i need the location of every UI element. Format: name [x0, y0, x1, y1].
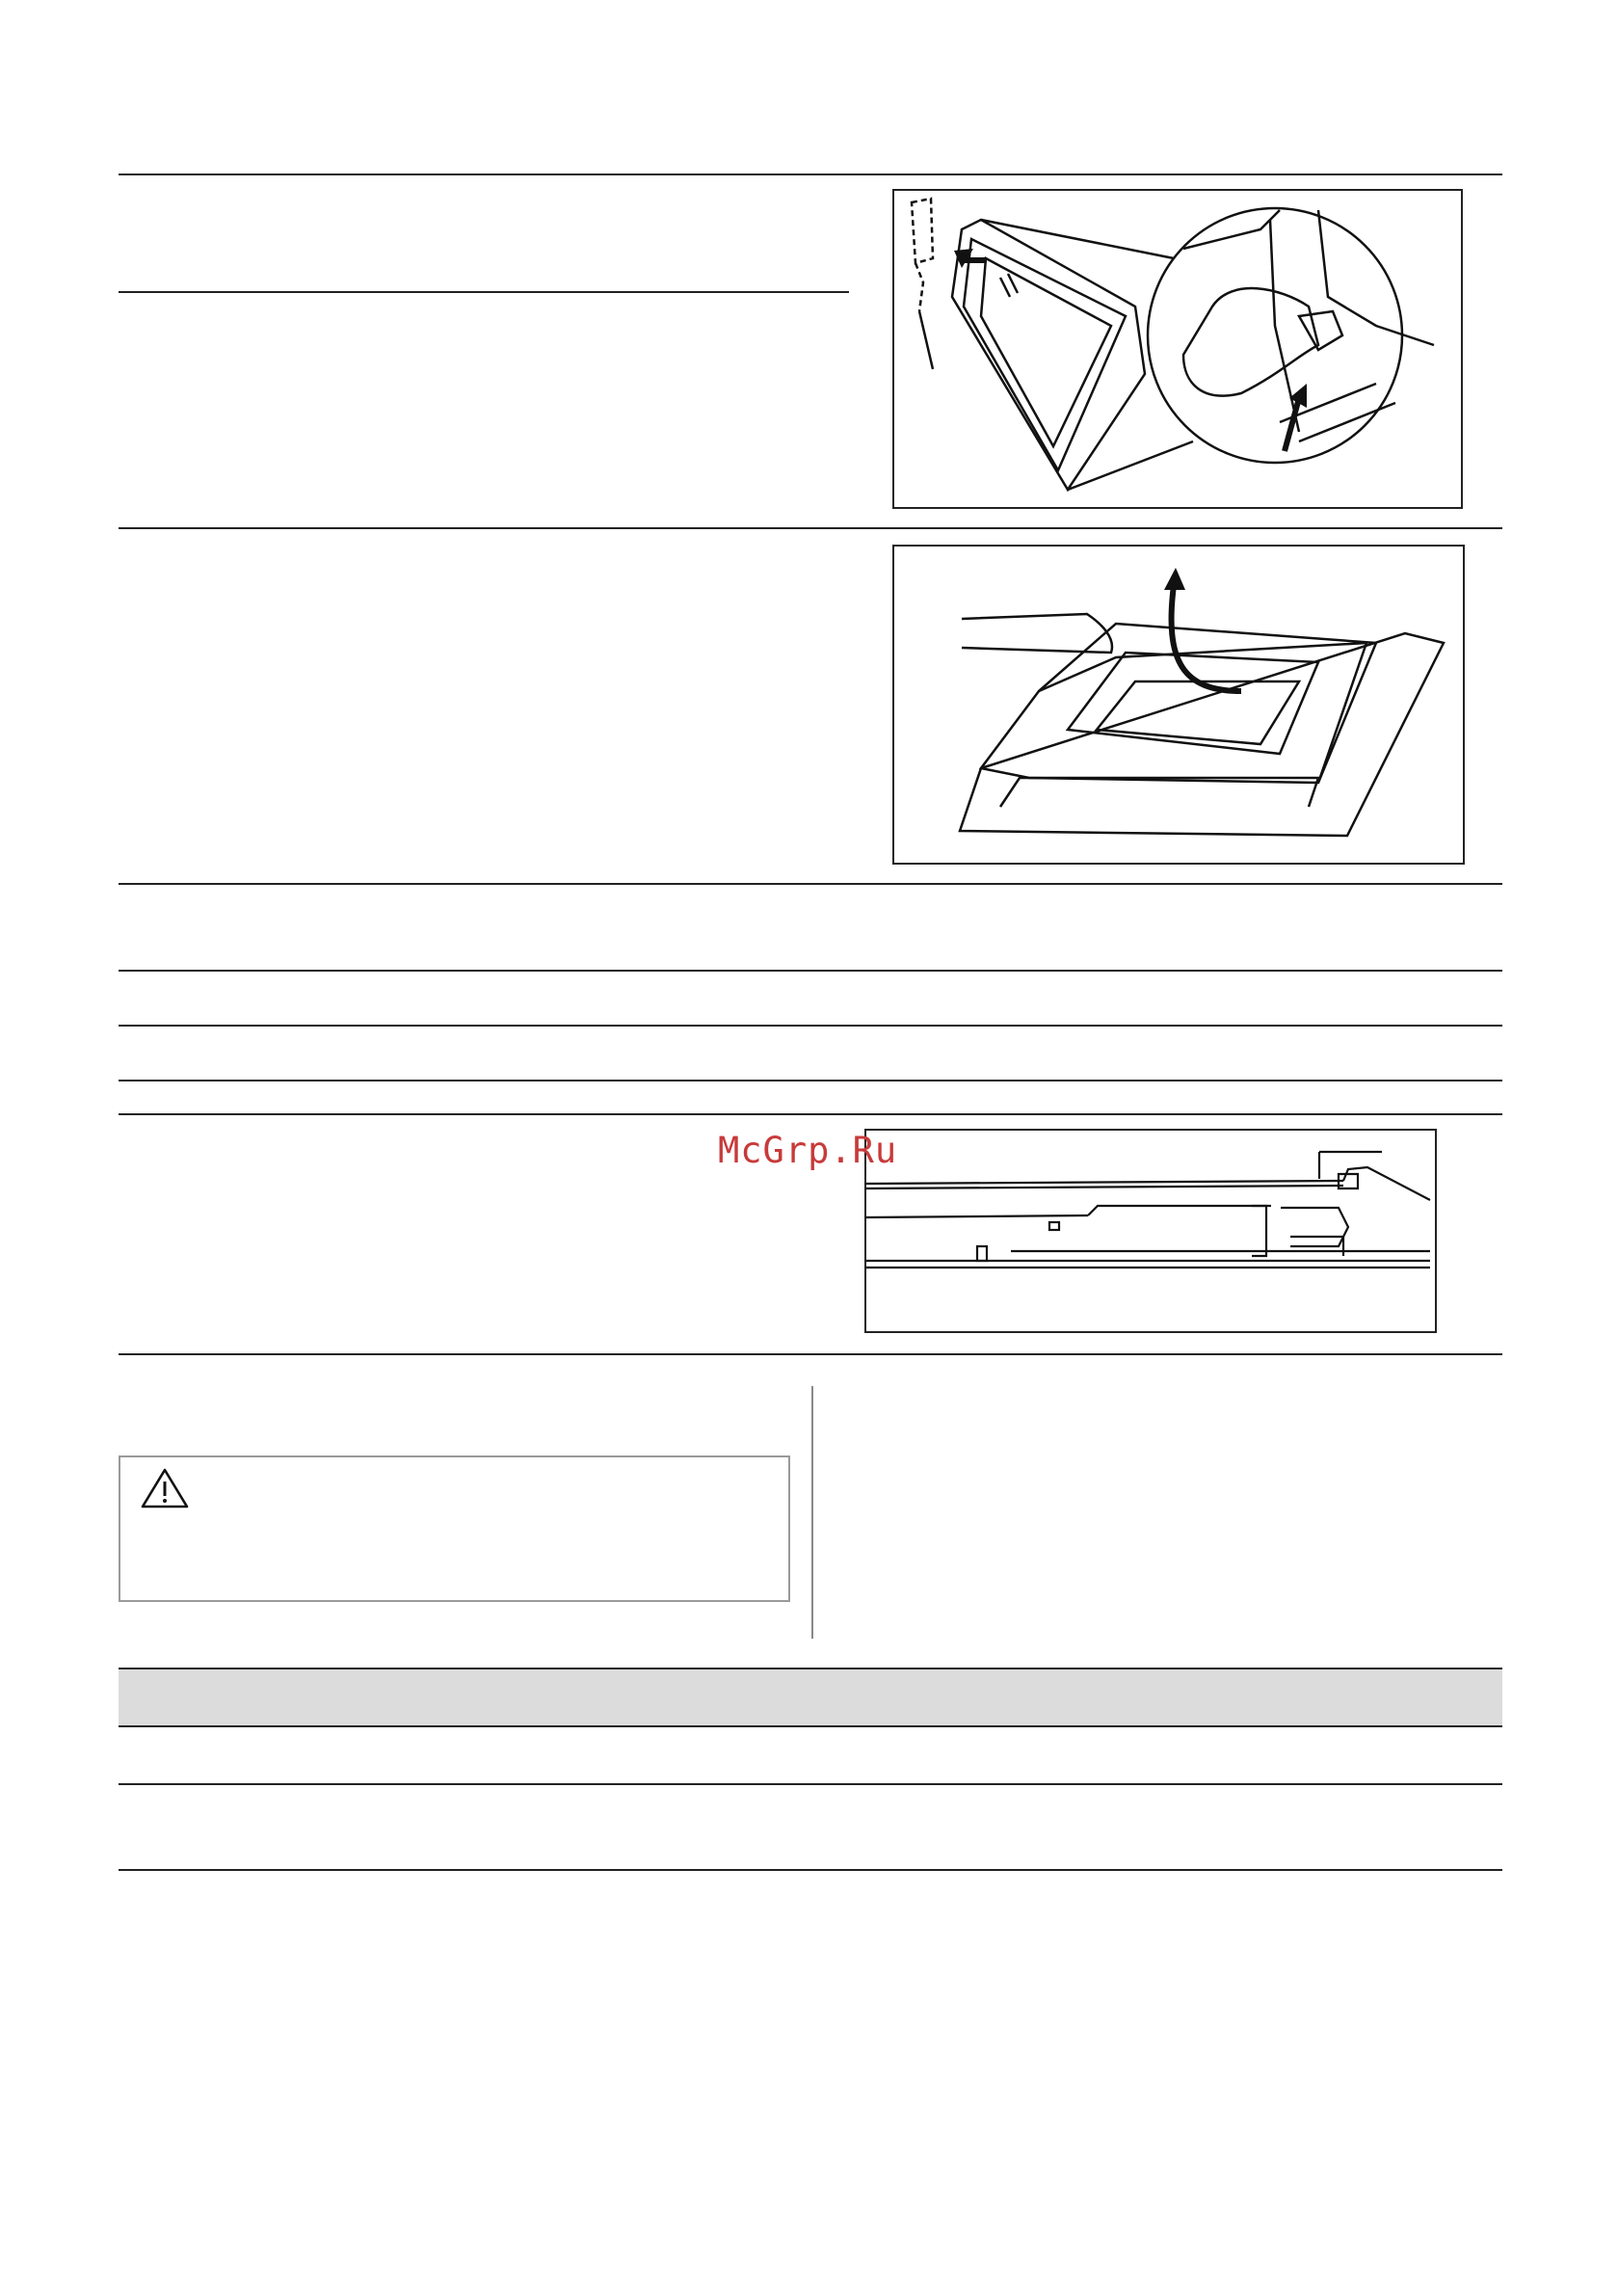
- rule-section-8: [119, 1353, 1502, 1355]
- rule-section-3: [119, 883, 1502, 885]
- rule-section-6: [119, 1080, 1502, 1081]
- figure-rail-detail: [864, 1129, 1437, 1333]
- rule-short: [119, 291, 849, 293]
- rule-section-7: [119, 1113, 1502, 1115]
- rule-bottom: [119, 1869, 1502, 1871]
- rail-detail-illustration: [866, 1131, 1435, 1331]
- rule-section-5: [119, 1025, 1502, 1027]
- rule-section-9: [119, 1783, 1502, 1785]
- table-header-band: [119, 1668, 1502, 1727]
- figure-door-removal: [892, 189, 1463, 509]
- rule-top: [119, 174, 1502, 175]
- rule-section-2: [119, 527, 1502, 529]
- watermark: McGrp.Ru: [718, 1130, 898, 1171]
- figure-glass-panel: [892, 545, 1465, 865]
- glass-panel-illustration: [894, 547, 1463, 863]
- column-separator: [811, 1386, 813, 1639]
- warning-triangle-icon: [140, 1467, 190, 1514]
- warning-box: [119, 1455, 790, 1602]
- rule-section-4: [119, 970, 1502, 972]
- door-removal-illustration: [894, 191, 1461, 507]
